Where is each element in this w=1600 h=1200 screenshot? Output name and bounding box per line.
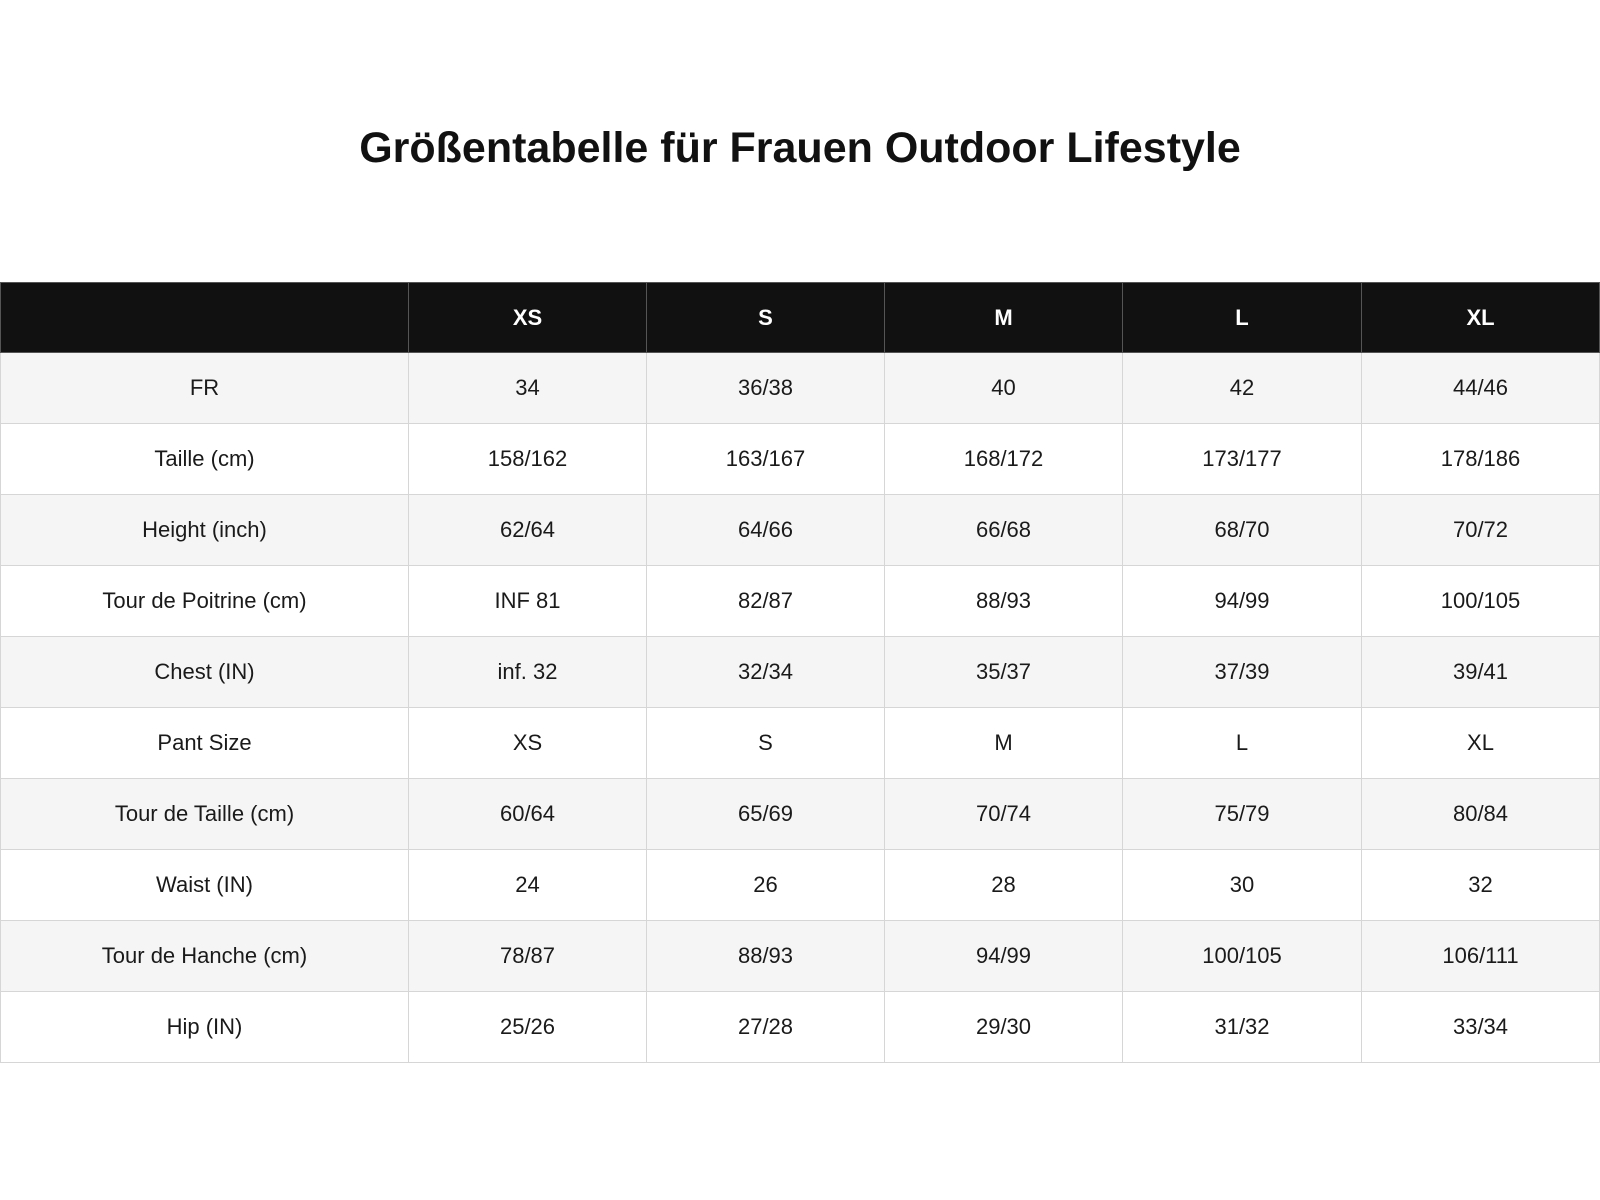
size-value-cell: 25/26 [409, 992, 647, 1063]
size-value-cell: 68/70 [1123, 495, 1362, 566]
header-size-m: M [885, 283, 1123, 353]
row-label: Hip (IN) [1, 992, 409, 1063]
size-value-cell: 163/167 [647, 424, 885, 495]
size-value-cell: 32 [1362, 850, 1600, 921]
size-value-cell: 36/38 [647, 353, 885, 424]
size-value-cell: 40 [885, 353, 1123, 424]
size-value-cell: M [885, 708, 1123, 779]
size-value-cell: 94/99 [1123, 566, 1362, 637]
size-value-cell: 33/34 [1362, 992, 1600, 1063]
size-value-cell: 106/111 [1362, 921, 1600, 992]
size-value-cell: 168/172 [885, 424, 1123, 495]
size-value-cell: 30 [1123, 850, 1362, 921]
table-row [1, 424, 1600, 495]
header-size-l: L [1123, 283, 1362, 353]
size-value-cell: 70/74 [885, 779, 1123, 850]
size-value-cell: 64/66 [647, 495, 885, 566]
size-value-cell: 62/64 [409, 495, 647, 566]
size-value-cell: 44/46 [1362, 353, 1600, 424]
size-value-cell: 178/186 [1362, 424, 1600, 495]
size-value-cell: 32/34 [647, 637, 885, 708]
size-value-cell: 75/79 [1123, 779, 1362, 850]
header-size-s: S [647, 283, 885, 353]
table-row [1, 921, 1600, 992]
table-row [1, 779, 1600, 850]
page-title: Größentabelle für Frauen Outdoor Lifestyle [359, 124, 1241, 172]
size-value-cell: L [1123, 708, 1362, 779]
size-value-cell: 158/162 [409, 424, 647, 495]
size-value-cell: 70/72 [1362, 495, 1600, 566]
size-value-cell: 37/39 [1123, 637, 1362, 708]
header-size-xs: XS [409, 283, 647, 353]
size-value-cell: INF 81 [409, 566, 647, 637]
size-value-cell: 28 [885, 850, 1123, 921]
row-label: Height (inch) [1, 495, 409, 566]
row-label: Waist (IN) [1, 850, 409, 921]
row-label: Tour de Poitrine (cm) [1, 566, 409, 637]
size-value-cell: 100/105 [1123, 921, 1362, 992]
size-value-cell: 60/64 [409, 779, 647, 850]
table-row [1, 850, 1600, 921]
header-corner-cell [1, 283, 409, 353]
size-value-cell: 82/87 [647, 566, 885, 637]
row-label: Chest (IN) [1, 637, 409, 708]
size-chart-table [0, 282, 1600, 1063]
size-value-cell: inf. 32 [409, 637, 647, 708]
size-value-cell: 65/69 [647, 779, 885, 850]
table-header-row [1, 283, 1600, 353]
table-row [1, 708, 1600, 779]
size-value-cell: 39/41 [1362, 637, 1600, 708]
size-value-cell: 88/93 [885, 566, 1123, 637]
header-size-xl: XL [1362, 283, 1600, 353]
table-row [1, 637, 1600, 708]
size-value-cell: 66/68 [885, 495, 1123, 566]
row-label: Taille (cm) [1, 424, 409, 495]
table-row [1, 495, 1600, 566]
size-value-cell: 24 [409, 850, 647, 921]
size-value-cell: 29/30 [885, 992, 1123, 1063]
size-value-cell: 27/28 [647, 992, 885, 1063]
size-value-cell: 31/32 [1123, 992, 1362, 1063]
table-row [1, 353, 1600, 424]
size-value-cell: 88/93 [647, 921, 885, 992]
size-value-cell: 35/37 [885, 637, 1123, 708]
size-value-cell: 173/177 [1123, 424, 1362, 495]
size-value-cell: 26 [647, 850, 885, 921]
size-value-cell: 80/84 [1362, 779, 1600, 850]
size-value-cell: 42 [1123, 353, 1362, 424]
table-row [1, 992, 1600, 1063]
size-value-cell: XL [1362, 708, 1600, 779]
size-value-cell: 100/105 [1362, 566, 1600, 637]
size-value-cell: S [647, 708, 885, 779]
size-value-cell: 78/87 [409, 921, 647, 992]
row-label: Tour de Taille (cm) [1, 779, 409, 850]
row-label: Tour de Hanche (cm) [1, 921, 409, 992]
size-value-cell: 34 [409, 353, 647, 424]
table-row [1, 566, 1600, 637]
row-label: FR [1, 353, 409, 424]
size-value-cell: XS [409, 708, 647, 779]
row-label: Pant Size [1, 708, 409, 779]
size-value-cell: 94/99 [885, 921, 1123, 992]
